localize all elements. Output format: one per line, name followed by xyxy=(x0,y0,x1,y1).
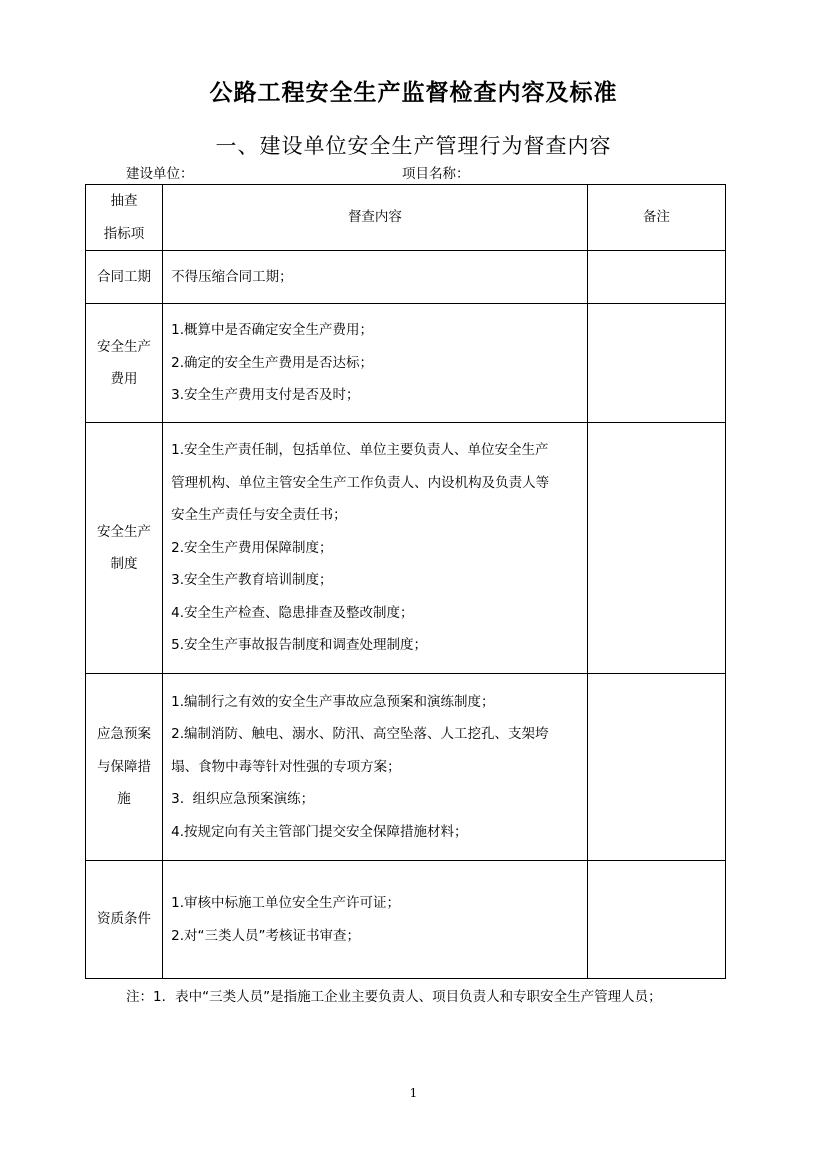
header-content: 督查内容 xyxy=(163,185,588,251)
category-line: 施 xyxy=(117,791,131,808)
table-row xyxy=(86,423,726,674)
content-cell xyxy=(163,423,588,674)
project-name-label: 项目名称： xyxy=(402,166,470,182)
note-cell xyxy=(587,304,725,423)
content-cell xyxy=(163,861,588,979)
page-number: 1 xyxy=(409,1086,418,1100)
content-item: 1.概算中是否确定安全生产费用； xyxy=(171,322,373,339)
table-row xyxy=(86,674,726,861)
header-note: 备注 xyxy=(587,185,725,251)
table-row xyxy=(86,251,726,304)
content-item: 2.编制消防、触电、溺水、防汛、高空坠落、人工挖孔、支架垮 xyxy=(171,726,549,743)
note-cell xyxy=(587,861,725,979)
content-item: 2.确定的安全生产费用是否达标； xyxy=(171,354,373,371)
content-item: 3.安全生产教育培训制度； xyxy=(171,572,333,589)
inspection-table xyxy=(85,184,726,979)
content-item: 1.编制行之有效的安全生产事故应急预案和演练制度； xyxy=(171,693,495,710)
table-row xyxy=(86,861,726,979)
table-header-row xyxy=(86,185,726,251)
category-cell xyxy=(86,674,163,861)
table-row xyxy=(86,304,726,423)
note-cell xyxy=(587,251,725,304)
content-item: 2.对“三类人员”考核证书审查； xyxy=(171,927,360,944)
header-category-line: 抽查 xyxy=(110,193,138,209)
footnote: 注：1．表中“三类人员”是指施工企业主要负责人、项目负责人和专职安全生产管理人员； xyxy=(126,989,662,1005)
content-item: 不得压缩合同工期； xyxy=(171,268,293,285)
category-line: 安全生产 xyxy=(97,338,152,355)
category-cell: 资质条件 xyxy=(86,861,163,979)
content-item: 4.安全生产检查、隐患排查及整改制度； xyxy=(171,604,414,621)
header-category-line: 指标项 xyxy=(103,225,145,242)
category-line: 制度 xyxy=(110,556,138,572)
note-cell xyxy=(587,423,725,674)
section-title: 一、建设单位安全生产管理行为督查内容 xyxy=(215,134,612,158)
construction-unit-label: 建设单位： xyxy=(126,166,194,182)
content-item: 3. 组织应急预案演练； xyxy=(171,791,315,808)
category-line: 应急预案 xyxy=(97,726,152,743)
content-item: 安全生产责任与安全责任书； xyxy=(171,507,347,524)
content-item: 5.安全生产事故报告制度和调查处理制度； xyxy=(171,637,427,654)
category-line: 安全生产 xyxy=(97,523,152,540)
category-line: 与保障措 xyxy=(97,758,152,775)
category-cell xyxy=(86,304,163,423)
note-cell xyxy=(587,674,725,861)
category-cell: 合同工期 xyxy=(86,251,163,304)
content-item: 管理机构、单位主管安全生产工作负责人、内设机构及负责人等 xyxy=(171,474,550,491)
content-cell xyxy=(163,251,588,304)
content-item: 塌、食物中毒等针对性强的专项方案； xyxy=(171,758,401,775)
content-item: 2.安全生产费用保障制度； xyxy=(171,539,333,556)
content-cell xyxy=(163,674,588,861)
document-title: 公路工程安全生产监督检查内容及标准 xyxy=(209,80,618,106)
content-item: 1.审核中标施工单位安全生产许可证； xyxy=(171,895,400,911)
content-item: 4.按规定向有关主管部门提交安全保障措施材料； xyxy=(171,823,468,840)
header-category xyxy=(86,185,163,251)
category-line: 费用 xyxy=(110,371,138,387)
content-cell xyxy=(163,304,588,423)
content-item: 3.安全生产费用支付是否及时； xyxy=(171,387,360,404)
category-cell xyxy=(86,423,163,674)
content-item: 1.安全生产责任制，包括单位、单位主要负责人、单位安全生产 xyxy=(171,442,549,459)
